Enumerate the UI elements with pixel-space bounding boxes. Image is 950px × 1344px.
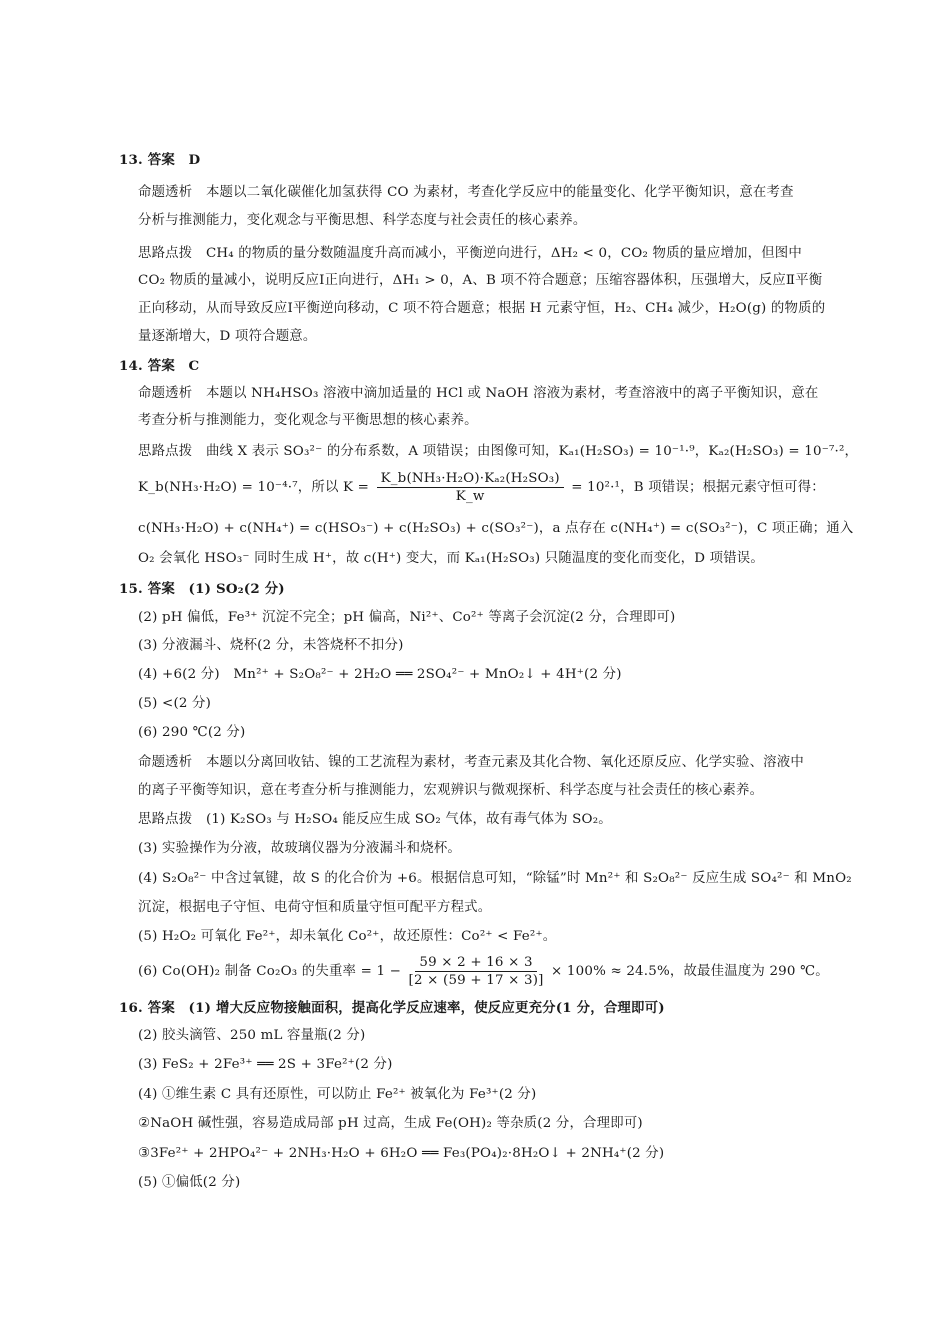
q15-analysis-4: (4) S₂O₈²⁻ 中含过氧键，故 S 的化合价为 +6。根据信息可知，“除锰”时 Mn²⁺ 和 S₂O₈²⁻ 反应生成 SO₄²⁻ 和 MnO₂ <box>138 871 852 886</box>
q14-intent-cont: 考查分析与推测能力，变化观念与平衡思想的核心素养。 <box>138 413 478 428</box>
q15-answer-5: (5) <(2 分) <box>138 696 212 711</box>
q16-answer-4c: ③3Fe²⁺ + 2HPO₄²⁻ + 2NH₃·H₂O + 6H₂O ══ Fe₃(PO₄)₂·8H₂O↓ + 2NH₄⁺(2 分) <box>138 1146 665 1161</box>
q15-answer-3: (3) 分液漏斗、烧杯(2 分，未答烧杯不扣分) <box>138 638 404 653</box>
q15-fraction-numerator: 59 × 2 + 16 × 3 <box>415 954 536 972</box>
q13-analysis-line-3: 正向移动，从而导致反应Ⅰ平衡逆向移动，C 项不符合题意；根据 H 元素守恒，H₂、CH₄ 减少，H₂O(g) 的物质的 <box>138 301 826 316</box>
q15-intent: 命题透析 本题以分离回收钴、镍的工艺流程为素材，考查元素及其化合物、氧化还原反应、化学实验、溶液中 <box>138 755 804 770</box>
q13-analysis-line-2: CO₂ 物质的量减小，说明反应Ⅰ正向进行，ΔH₁ > 0，A、B 项不符合题意；压缩容器体积，压强增大，反应Ⅱ平衡 <box>138 273 823 288</box>
q14-analysis-line-4: O₂ 会氧化 HSO₃⁻ 同时生成 H⁺，故 c(H⁺) 变大，而 Kₐ₁(H₂SO₃) 只随温度的变化而变化，D 项错误。 <box>138 551 764 566</box>
q14-intent: 命题透析 本题以 NH₄HSO₃ 溶液中滴加适量的 HCl 或 NaOH 溶液为素材，考查溶液中的离子平衡知识，意在 <box>138 386 819 401</box>
q14-k-result: = 10²·¹，B 项错误；根据元素守恒可得： <box>571 480 825 495</box>
q15-answer-2: (2) pH 偏低，Fe³⁺ 沉淀不完全；pH 偏高，Ni²⁺、Co²⁺ 等离子会沉淀(2 分，合理即可) <box>138 610 676 625</box>
q15-fraction-denominator: [2 × (59 + 17 × 3)] <box>408 973 544 988</box>
q15-weight-loss-result: × 100% ≈ 24.5%，故最佳温度为 290 ℃。 <box>551 964 829 979</box>
q14-analysis: 思路点拨 曲线 X 表示 SO₃²⁻ 的分布系数，A 项错误；由图像可知，Kₐ₁(H₂SO₃) = 10⁻¹·⁹，Kₐ₂(H₂SO₃) = 10⁻⁷·²， <box>138 444 859 459</box>
q15-weight-loss-fraction <box>409 954 544 989</box>
q16-answer-4b: ②NaOH 碱性强，容易造成局部 pH 过高，生成 Fe(OH)₂ 等杂质(2 分，合理即可) <box>138 1116 643 1131</box>
q14-k-numerator: K_b(NH₃·H₂O)·Kₐ₂(H₂SO₃) <box>377 470 564 488</box>
q13-intent: 命题透析 本题以二氧化碳催化加氢获得 CO 为素材，考查化学反应中的能量变化、化学平衡知识，意在考查 <box>138 185 794 200</box>
q13-analysis-line-4: 量逐渐增大，D 项符合题意。 <box>138 329 317 344</box>
q13-answer: 13. 答案 D <box>119 152 201 168</box>
q16-answer-3: (3) FeS₂ + 2Fe³⁺ ══ 2S + 3Fe²⁺(2 分) <box>138 1057 393 1072</box>
q15-answer-6: (6) 290 ℃(2 分) <box>138 725 246 740</box>
q15-weight-loss-text: (6) Co(OH)₂ 制备 Co₂O₃ 的失重率 = 1 − <box>138 964 402 979</box>
q13-analysis: 思路点拨 CH₄ 的物质的量分数随温度升高而减小，平衡逆向进行，ΔH₂ < 0，CO₂ 物质的量应增加，但图中 <box>138 246 802 261</box>
q15-analysis-4-cont: 沉淀，根据电子守恒、电荷守恒和质量守恒可配平方程式。 <box>138 900 492 915</box>
q15-intent-cont: 的离子平衡等知识，意在考查分析与推测能力，宏观辨识与微观探析、科学态度与社会责任的核心素养。 <box>138 783 764 798</box>
q15-analysis-5: (5) H₂O₂ 可氧化 Fe²⁺，却未氧化 Co²⁺，故还原性：Co²⁺ < Fe²⁺。 <box>138 929 557 944</box>
q16-answer-4a: (4) ①维生素 C 具有还原性，可以防止 Fe²⁺ 被氧化为 Fe³⁺(2 分) <box>138 1087 537 1102</box>
q14-answer: 14. 答案 C <box>119 358 200 374</box>
q16-answer: 16. 答案 (1) 增大反应物接触面积，提高化学反应速率，使反应更充分(1 分，合理即可) <box>119 1000 665 1016</box>
q15-analysis-1: 思路点拨 (1) K₂SO₃ 与 H₂SO₄ 能反应生成 SO₂ 气体，故有毒气体为 SO₂。 <box>138 812 612 827</box>
q15-analysis-3: (3) 实验操作为分液，故玻璃仪器为分液漏斗和烧杯。 <box>138 841 462 856</box>
q13-intent-cont: 分析与推测能力，变化观念与平衡思想、科学态度与社会责任的核心素养。 <box>138 213 587 228</box>
q14-kb-text: K_b(NH₃·H₂O) = 10⁻⁴·⁷，所以 K = <box>138 480 370 495</box>
q14-analysis-line-3: c(NH₃·H₂O) + c(NH₄⁺) = c(HSO₃⁻) + c(H₂SO₃) + c(SO₃²⁻)，a 点存在 c(NH₄⁺) = c(SO₃²⁻)，C 项正确；通入 <box>138 521 854 536</box>
q16-answer-2: (2) 胶头滴管、250 mL 容量瓶(2 分) <box>138 1028 366 1043</box>
q15-answer-4: (4) +6(2 分) Mn²⁺ + S₂O₈²⁻ + 2H₂O ══ 2SO₄²⁻ + MnO₂↓ + 4H⁺(2 分) <box>138 667 622 682</box>
q14-analysis-line-2 <box>138 470 825 506</box>
q14-k-fraction <box>377 470 564 505</box>
q15-analysis-6 <box>138 954 829 990</box>
q15-answer: 15. 答案 (1) SO₂(2 分) <box>119 581 285 597</box>
q16-answer-5: (5) ①偏低(2 分) <box>138 1175 241 1190</box>
q14-k-denominator: K_w <box>455 489 485 504</box>
